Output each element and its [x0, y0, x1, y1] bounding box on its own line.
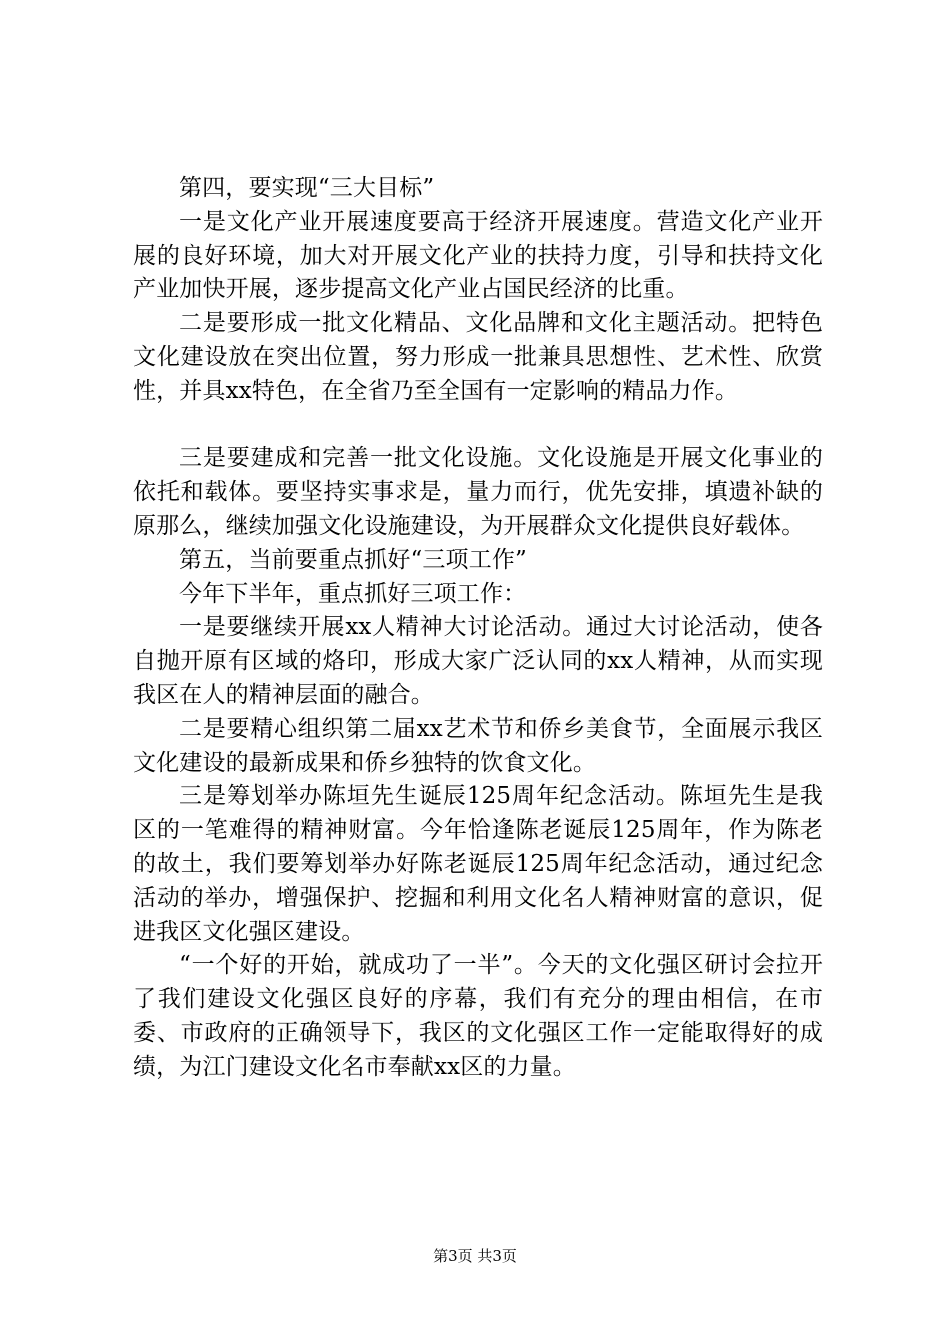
- paragraph-goal-two: 二是要形成一批文化精品、文化品牌和文化主题活动。把特色文化建设放在突出位置，努力形成一批兼具思想性、艺术性、欣赏性，并具xx特色，在全省乃至全国有一定影响的精品力作。: [133, 310, 823, 404]
- document-body: [133, 172, 823, 1085]
- paragraph-task-one: 一是要继续开展xx人精神大讨论活动。通过大讨论活动，使各自抛开原有区域的烙印，形成大家广泛认同的xx人精神，从而实现我区在人的精神层面的融合。: [133, 614, 823, 708]
- paragraph-goal-one: 一是文化产业开展速度要高于经济开展速度。营造文化产业开展的良好环境，加大对开展文化产业的扶持力度，引导和扶持文化产业加快开展，逐步提高文化产业占国民经济的比重。: [133, 208, 823, 303]
- paragraph-goals-heading: 第四，要实现“三大目标”: [179, 175, 435, 201]
- paragraph-task-two: 二是要精心组织第二届xx艺术节和侨乡美食节，全面展示我区文化建设的最新成果和侨乡独特的饮食文化。: [133, 715, 823, 776]
- page-footer: [0, 1246, 950, 1266]
- paragraph-closing: “一个好的开始，就成功了一半”。今天的文化强区研讨会拉开了我们建设文化强区良好的序幕，我们有充分的理由相信，在市委、市政府的正确领导下，我区的文化强区工作一定能取得好的成绩，为江门建设文化名市奉献xx区的力量。: [133, 952, 823, 1080]
- paragraph-goal-three: 三是要建成和完善一批文化设施。文化设施是开展文化事业的依托和载体。要坚持实事求是，量力而行，优先安排，填遗补缺的原那么，继续加强文化设施建设，为开展群众文化提供良好载体。: [133, 445, 823, 539]
- paragraph-tasks-heading: 第五，当前要重点抓好“三项工作”: [179, 546, 527, 573]
- paragraph-tasks-intro: 今年下半年，重点抓好三项工作：: [179, 580, 527, 607]
- paragraph-task-three: 三是筹划举办陈垣先生诞辰125周年纪念活动。陈垣先生是我区的一笔难得的精神财富。今年恰逢陈老诞辰125周年，作为陈老的故土，我们要筹划举办好陈老诞辰125周年纪念活动，通过纪念活动的举办，增强保护、挖掘和利用文化名人精神财富的意识，促进我区文化强区建设。: [133, 783, 823, 945]
- page-number-label: 第3页 共3页: [433, 1247, 517, 1265]
